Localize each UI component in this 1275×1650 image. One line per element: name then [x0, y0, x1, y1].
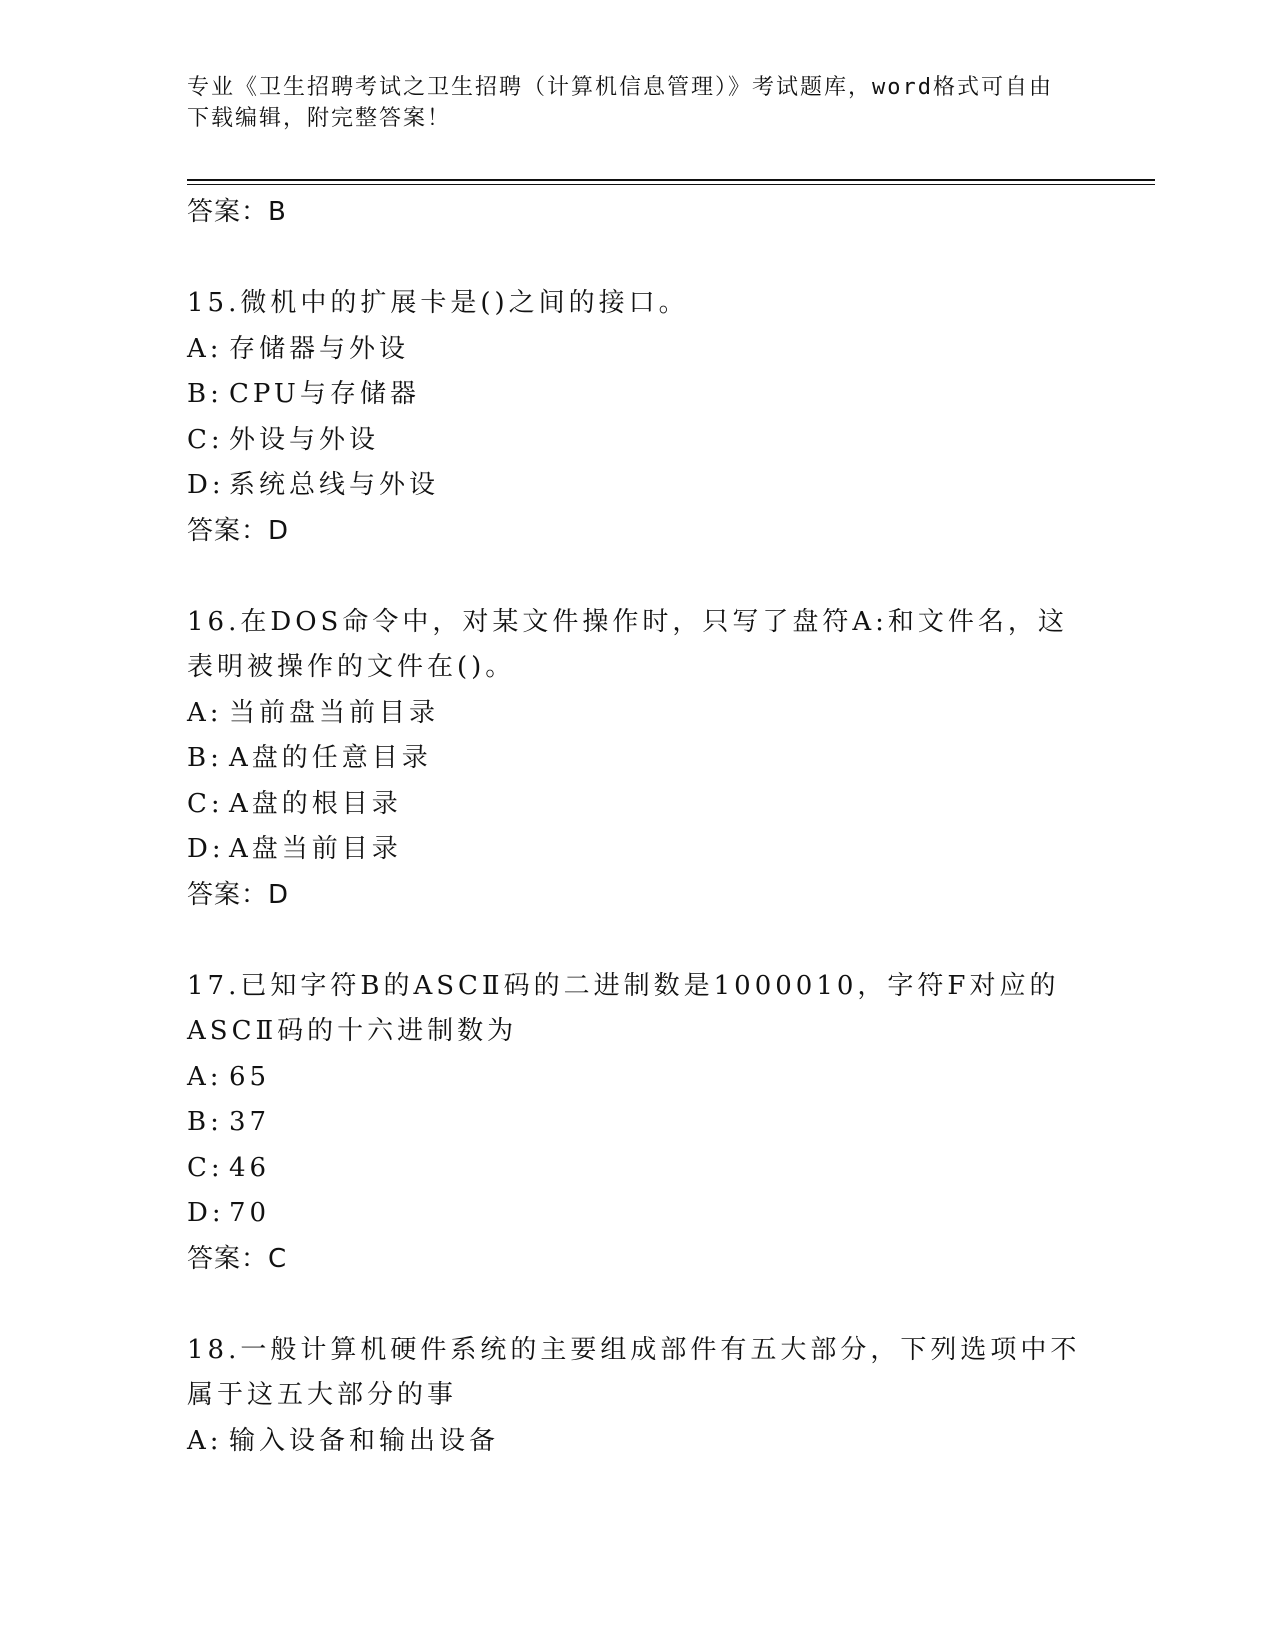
- option-letter: D:: [187, 470, 225, 500]
- option-letter: C:: [187, 424, 224, 455]
- option-letter: C:: [187, 788, 224, 819]
- question-block: [187, 1328, 1087, 1465]
- option-text: 37: [229, 1107, 271, 1137]
- option-b: [187, 736, 1087, 782]
- option-letter: B:: [187, 1107, 223, 1137]
- answer-line: 答案：C: [187, 1243, 288, 1274]
- option-text: A盘当前目录: [229, 834, 402, 864]
- option-d: [187, 463, 1087, 509]
- option-b: [187, 372, 1087, 418]
- option-c: [187, 418, 1087, 464]
- option-a: [187, 1055, 1087, 1101]
- option-text: CPU与存储器: [229, 379, 420, 409]
- question-block: [187, 964, 1087, 1282]
- option-letter: D:: [187, 1198, 225, 1228]
- option-letter: A:: [187, 1425, 223, 1456]
- answer-line: 答案：D: [187, 879, 290, 910]
- option-a: [187, 327, 1087, 373]
- option-text: 系统总线与外设: [229, 470, 440, 500]
- question-block: [187, 600, 1087, 918]
- option-letter: A:: [187, 697, 223, 728]
- question-stem: 15.微机中的扩展卡是()之间的接口。: [187, 288, 689, 318]
- option-c: [187, 782, 1087, 828]
- option-a: [187, 1419, 1087, 1465]
- option-b: [187, 1100, 1087, 1146]
- answer-line: 答案：D: [187, 515, 290, 546]
- question-block: [187, 281, 1087, 554]
- question-stem: 17.已知字符B的ASCⅡ码的二进制数是1000010，字符F对应的ASCⅡ码的十六进制数为: [187, 970, 1060, 1046]
- option-c: [187, 1146, 1087, 1192]
- option-letter: A:: [187, 333, 223, 364]
- option-text: 当前盘当前目录: [229, 697, 440, 728]
- document-header: 专业《卫生招聘考试之卫生招聘（计算机信息管理）》考试题库，word格式可自由下载编辑，附完整答案！: [187, 75, 1053, 131]
- option-letter: A:: [187, 1061, 223, 1092]
- option-text: 65: [229, 1061, 271, 1092]
- option-letter: B:: [187, 743, 223, 773]
- header-rule-thin: [187, 184, 1155, 185]
- option-text: 46: [229, 1152, 271, 1183]
- option-letter: B:: [187, 379, 223, 409]
- option-letter: D:: [187, 834, 225, 864]
- option-text: 存储器与外设: [229, 333, 410, 364]
- option-text: A盘的任意目录: [229, 743, 432, 773]
- question-stem: 16.在DOS命令中，对某文件操作时，只写了盘符A:和文件名，这表明被操作的文件在()。: [187, 606, 1068, 682]
- option-letter: C:: [187, 1152, 224, 1183]
- option-text: 外设与外设: [229, 424, 380, 455]
- option-text: 输入设备和输出设备: [229, 1425, 500, 1456]
- question-list: [187, 190, 1087, 1464]
- option-text: 70: [229, 1198, 271, 1228]
- answer-line: 答案：B: [187, 197, 287, 227]
- header-rule-thick: [187, 179, 1155, 181]
- option-text: A盘的根目录: [229, 788, 402, 819]
- option-a: [187, 691, 1087, 737]
- question-stem: 18.一般计算机硬件系统的主要组成部件有五大部分，下列选项中不属于这五大部分的事: [187, 1334, 1081, 1410]
- option-d: [187, 1191, 1087, 1237]
- option-d: [187, 827, 1087, 873]
